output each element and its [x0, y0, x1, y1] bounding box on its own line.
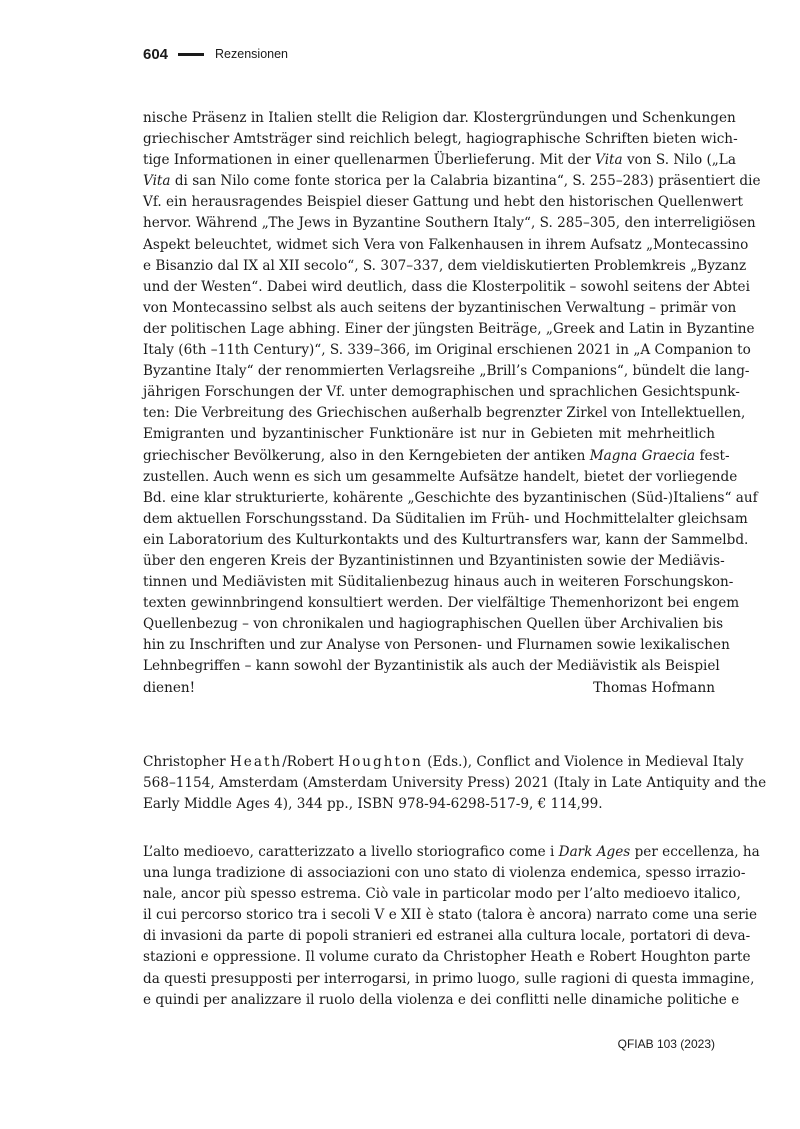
review-2-lines [143, 842, 760, 1011]
text-line: von Montecassino selbst als auch seitens der byzantinischen Verwaltung – primär von [143, 299, 737, 316]
text-line: und der Westen“. Dabei wird deutlich, dass die Klosterpolitik – sowohl seitens der Abtei [143, 278, 750, 295]
page-header [143, 44, 288, 64]
author-1-surname: Heath [229, 754, 283, 770]
citation-line-1: Christopher Heath/Robert Houghton (Eds.), Conflict and Violence in Medieval Italy [143, 754, 744, 770]
journal-footer: QFIAB 103 (2023) [617, 1037, 715, 1051]
header-rule [178, 53, 204, 56]
text-line: hervor. Während „The Jews in Byzantine Southern Italy“, S. 285–305, den interreligiösen [143, 215, 756, 232]
citation-line-3: Early Middle Ages 4), 344 pp., ISBN 978-94-6298-517-9, € 114,99. [143, 796, 603, 813]
text-line: jährigen Forschungen der Vf. unter demographischen und sprachlichen Gesichtspunk- [143, 384, 740, 401]
text-line: nale, ancor più spesso estrema. Ciò vale in particolar modo per l’alto medioevo italico, [143, 886, 741, 903]
text-line: Vita di san Nilo come fonte storica per la Calabria bizantina“, S. 255–283) präsentiert die [143, 173, 761, 190]
text-line: Byzantine Italy“ der renommierten Verlagsreihe „Brill’s Companions“, bündelt die lang- [143, 363, 750, 380]
running-head: Rezensionen [215, 47, 288, 61]
text-line: griechischer Amtsträger sind reichlich belegt, hagiographische Schriften bieten wich- [143, 131, 738, 148]
review-2-body [143, 842, 760, 1011]
text-line: Quellenbezug – von chronikalen und hagiographischen Quellen über Archivalien bis [143, 616, 724, 633]
author-2-surname: Houghton [338, 754, 423, 770]
text-line: nische Präsenz in Italien stellt die Religion dar. Klostergründungen und Schenkungen [143, 110, 736, 126]
text-line: zustellen. Auch wenn es sich um gesammelte Aufsätze handelt, bietet der vorliegende [143, 468, 738, 485]
text-line: e quindi per analizzare il ruolo della violenza e dei conflitti nelle dinamiche politiche e [143, 991, 740, 1008]
text-line: Bd. eine klar strukturierte, kohärente „Geschichte des byzantinischen (Süd-)Italiens“ auf [143, 489, 758, 506]
text-line: da questi presupposti per interrogarsi, in primo luogo, sulle ragioni di questa immagine, [143, 970, 755, 987]
review-1-closing [143, 678, 715, 699]
italic-term: Vita [143, 173, 171, 190]
text-line: Emigranten und byzantinischer Funktionäre ist nur in Gebieten mit mehrheitlich [143, 426, 715, 443]
text-line: hin zu Inschriften und zur Analyse von Personen- und Flurnamen sowie lexikalischen [143, 637, 730, 654]
page-number: 604 [143, 45, 169, 63]
review-1-body [143, 108, 761, 699]
text-line: Lehnbegriffen – kann sowohl der Byzantinistik als auch der Mediävistik als Beispiel [143, 658, 720, 675]
text-line: texten gewinnbringend konsultiert werden. Der vielfältige Themenhorizont bei engem [143, 595, 740, 612]
text-line: ten: Die Verbreitung des Griechischen außerhalb begrenzter Zirkel von Intellektuellen, [143, 405, 746, 422]
text-line: Vf. ein herausragendes Beispiel dieser Gattung und hebt den historischen Quellenwert [143, 194, 743, 211]
text-line: Aspekt beleuchtet, widmet sich Vera von Falkenhausen in ihrem Aufsatz „Montecassino [143, 236, 749, 253]
italic-term: Dark Ages [558, 844, 631, 860]
text-line: über den engeren Kreis der Byzantinistinnen und Bzyantinisten sowie der Mediävis- [143, 552, 725, 569]
text-line: ein Laboratorium des Kulturkontakts und des Kulturtransfers war, kann der Sammelbd. [143, 531, 749, 548]
text-line: griechischer Bevölkerung, also in den Kerngebieten der antiken Magna Graecia fest- [143, 447, 730, 464]
citation-block [143, 752, 767, 815]
reviewer-signature: Thomas Hofmann [593, 679, 715, 696]
italic-term: Magna Graecia [589, 447, 696, 464]
text-line: tige Informationen in einer quellenarmen Überlieferung. Mit der Vita von S. Nilo („La [143, 152, 736, 169]
text-line: L’alto medioevo, caratterizzato a livello storiografico come i Dark Ages per eccellenza, ha [143, 844, 760, 860]
text-line: e Bisanzio dal IX al XII secolo“, S. 307–337, dem vieldiskutierten Problemkreis „Byzanz [143, 257, 747, 274]
review-1-last-line: dienen! [143, 679, 196, 696]
italic-term: Vita [595, 152, 623, 169]
text-line: Italy (6th –11th Century)“, S. 339–366, im Original erschienen 2021 in „A Companion to [143, 342, 751, 359]
review-1-lines [143, 108, 761, 678]
text-line: una lunga tradizione di associazioni con uno stato di violenza endemica, spesso irrazio- [143, 865, 746, 882]
text-line: der politischen Lage abhing. Einer der jüngsten Beiträge, „Greek and Latin in Byzantine [143, 320, 755, 337]
text-line: il cui percorso storico tra i secoli V e XII è stato (talora è ancora) narrato come una serie [143, 907, 758, 924]
text-line: di invasioni da parte di popoli stranieri ed estranei alla cultura locale, portatori di deva- [143, 928, 751, 945]
citation-line-2: 568–1154, Amsterdam (Amsterdam University Press) 2021 (Italy in Late Antiquity and the [143, 775, 767, 792]
text-line: stazioni e oppressione. Il volume curato da Christopher Heath e Robert Houghton parte [143, 949, 751, 966]
text-line: tinnen und Mediävisten mit Süditalienbezug hinaus auch in weiteren Forschungskon- [143, 574, 734, 591]
text-line: dem aktuellen Forschungsstand. Da Süditalien im Früh- und Hochmittelalter gleichsam [143, 510, 748, 527]
